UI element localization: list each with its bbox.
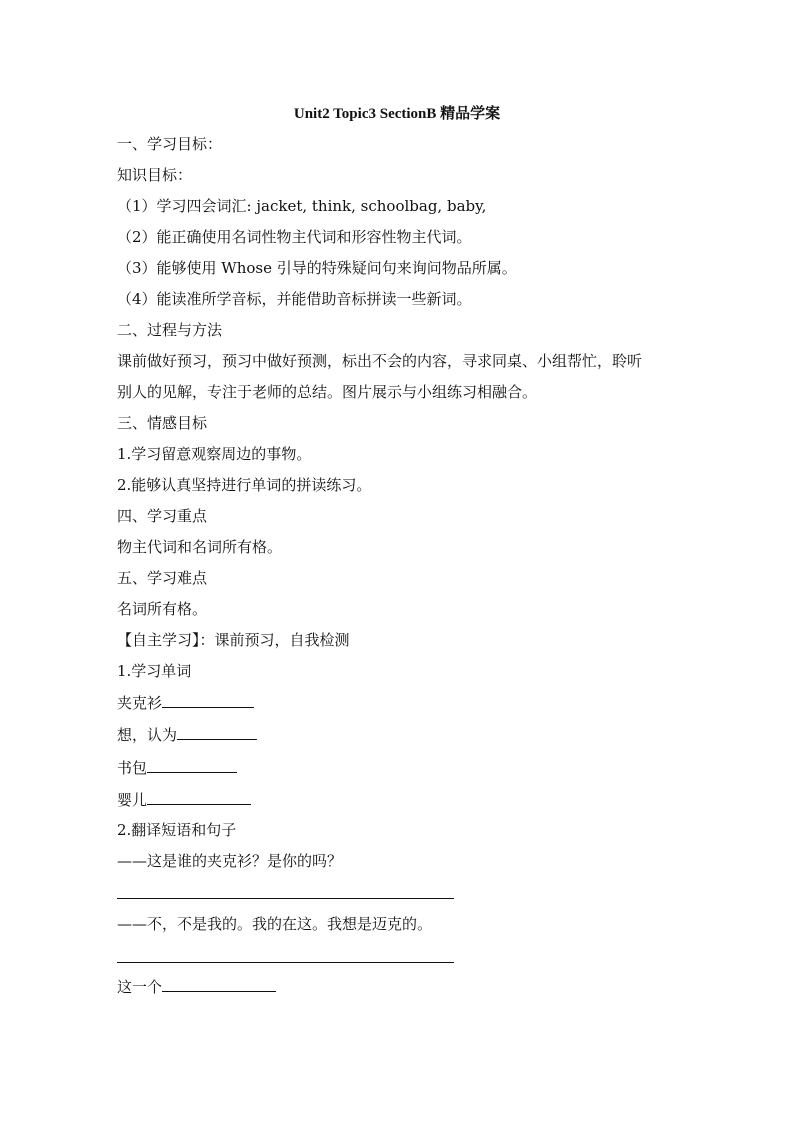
goal-item-1: （1）学习四会词汇: jacket, think, schoolbag, baby, — [117, 197, 487, 215]
translate-heading: 2.翻译短语和句子 — [117, 821, 237, 839]
vocab-item-schoolbag — [117, 757, 237, 778]
emotional-item-2: 2.能够认真坚持进行单词的拼读练习。 — [117, 476, 372, 494]
difficulties-text: 名词所有格。 — [117, 600, 208, 618]
vocab-heading: 1.学习单词 — [117, 662, 192, 680]
heading-key-points: 四、学习重点 — [117, 507, 208, 525]
vocab-prompt: 婴儿 — [117, 791, 148, 809]
heading-difficulties: 五、学习难点 — [117, 569, 208, 587]
vocab-prompt: 这一个 — [117, 978, 163, 996]
answer-blank[interactable] — [147, 757, 237, 773]
paragraph-line-2: 别人的见解，专注于老师的总结。图片展示与小组练习相融合。 — [117, 383, 538, 401]
translate-question-2: ——不，不是我的。我的在这。我想是迈克的。 — [117, 915, 433, 933]
translate-question-1: ——这是谁的夹克衫？是你的吗？ — [117, 852, 343, 870]
vocab-item-this-one — [117, 976, 276, 997]
key-points-text: 物主代词和名词所有格。 — [117, 538, 283, 556]
answer-line-2[interactable] — [117, 962, 454, 963]
answer-line-1[interactable] — [117, 898, 454, 899]
heading-process-method: 二、过程与方法 — [117, 321, 223, 339]
heading-learning-goals: 一、学习目标： — [117, 135, 223, 153]
vocab-item-think — [117, 724, 257, 745]
vocab-prompt: 想，认为 — [117, 726, 178, 744]
emotional-item-1: 1.学习留意观察周边的事物。 — [117, 445, 312, 463]
vocab-item-jacket — [117, 692, 254, 713]
paragraph-line-1: 课前做好预习，预习中做好预测，标出不会的内容，寻求同桌、小组帮忙，聆听 — [117, 352, 643, 370]
goal-item-4: （4）能读准所学音标，并能借助音标拼读一些新词。 — [117, 290, 472, 308]
answer-blank[interactable] — [147, 789, 251, 805]
goal-item-2: （2）能正确使用名词性物主代词和形容性物主代词。 — [117, 228, 472, 246]
vocab-prompt: 书包 — [117, 759, 148, 777]
answer-blank[interactable] — [162, 692, 254, 708]
self-study-heading: 【自主学习】：课前预习，自我检测 — [117, 631, 350, 649]
answer-blank[interactable] — [177, 724, 257, 740]
goal-item-3: （3）能够使用 Whose 引导的特殊疑问句来询问物品所属。 — [117, 259, 517, 277]
heading-emotional-goals: 三、情感目标 — [117, 414, 208, 432]
subheading-knowledge-goals: 知识目标： — [117, 166, 193, 184]
vocab-prompt: 夹克衫 — [117, 694, 163, 712]
document-title: Unit2 Topic3 SectionB 精品学案 — [293, 106, 501, 122]
answer-blank[interactable] — [162, 976, 276, 992]
vocab-item-baby — [117, 789, 251, 810]
